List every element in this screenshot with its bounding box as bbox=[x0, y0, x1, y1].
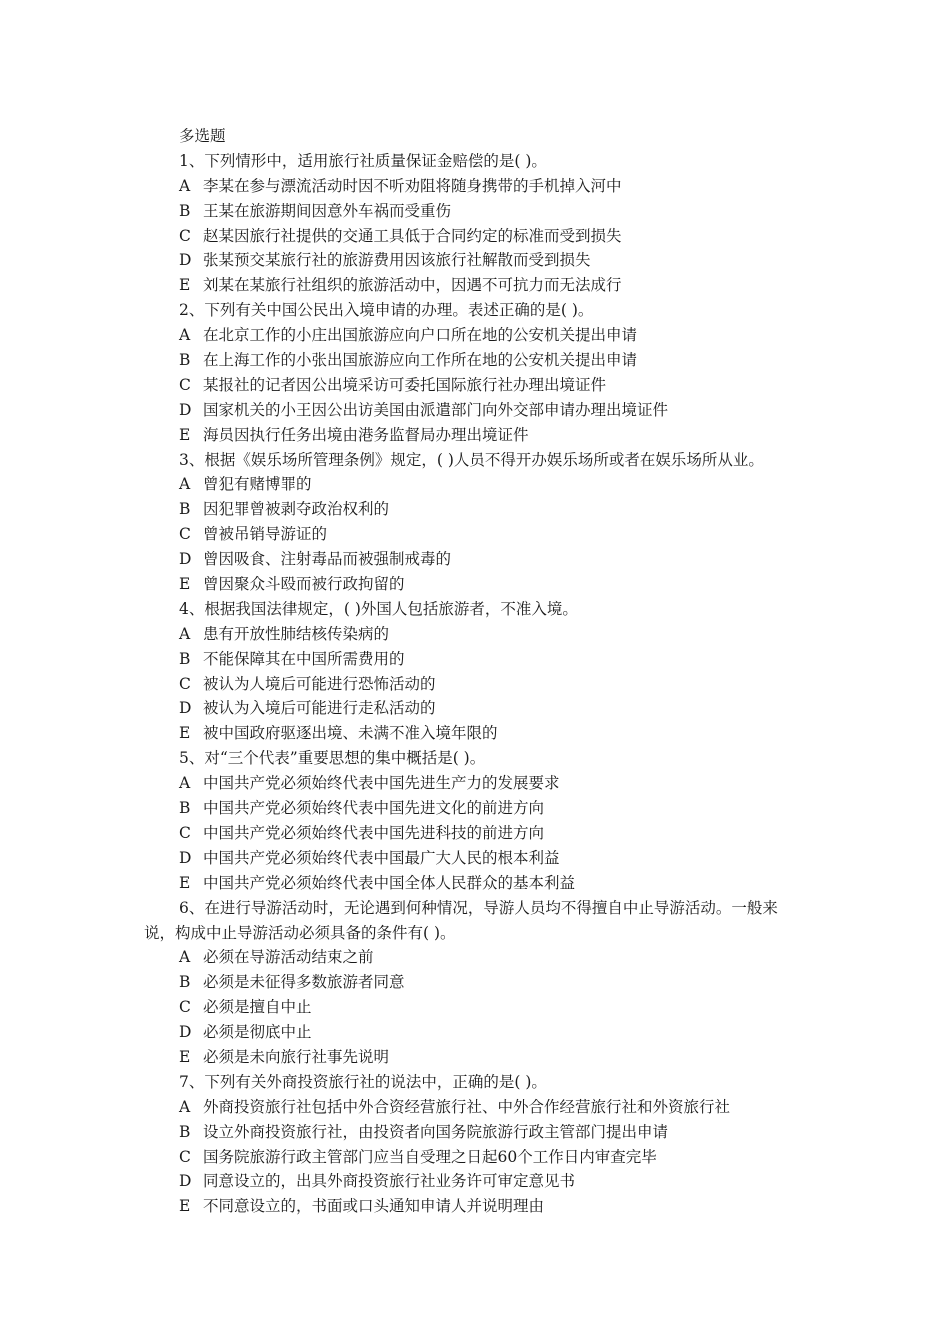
option-item bbox=[144, 945, 814, 970]
option-text: 同意设立的，出具外商投资旅行社业务许可审定意见书 bbox=[203, 1172, 576, 1191]
option-text: 中国共产党必须始终代表中国先进科技的前进方向 bbox=[203, 823, 545, 842]
option-item bbox=[144, 1194, 814, 1219]
option-text: 中国共产党必须始终代表中国最广大人民的根本利益 bbox=[203, 848, 560, 867]
option-letter: E bbox=[179, 1197, 191, 1216]
option-letter: B bbox=[179, 973, 191, 992]
option-item bbox=[144, 995, 814, 1020]
option-letter: A bbox=[179, 475, 191, 494]
option-letter: C bbox=[179, 998, 191, 1017]
option-text: 必须是未征得多数旅游者同意 bbox=[203, 973, 405, 992]
question-stem-line1: 6、在进行导游活动时，无论遇到何种情况，导游人员均不得擅自中止导游活动。一般来 bbox=[179, 898, 778, 917]
option-item bbox=[144, 547, 814, 572]
option-letter: E bbox=[179, 1047, 191, 1066]
option-letter: B bbox=[179, 201, 191, 220]
option-item bbox=[144, 273, 814, 298]
option-text: 被认为入境后可能进行走私活动的 bbox=[203, 699, 436, 718]
option-text: 不同意设立的，书面或口头通知申请人并说明理由 bbox=[203, 1197, 545, 1216]
option-item bbox=[144, 1169, 814, 1194]
option-text: 不能保障其在中国所需费用的 bbox=[203, 649, 405, 668]
option-item bbox=[144, 1095, 814, 1120]
option-text: 赵某因旅行社提供的交通工具低于合同约定的标准而受到损失 bbox=[203, 226, 622, 245]
option-text: 必须是擅自中止 bbox=[203, 998, 312, 1017]
option-text: 必须是未向旅行社事先说明 bbox=[203, 1047, 390, 1066]
option-letter: C bbox=[179, 674, 191, 693]
option-item bbox=[144, 423, 814, 448]
option-letter: A bbox=[179, 948, 191, 967]
option-text: 海员因执行任务出境由港务监督局办理出境证件 bbox=[203, 425, 529, 444]
option-text: 患有开放性肺结核传染病的 bbox=[203, 624, 390, 643]
option-letter: A bbox=[179, 176, 191, 195]
question-stem: 3、根据《娱乐场所管理条例》规定，( )人员不得开办娱乐场所或者在娱乐场所从业。 bbox=[179, 450, 764, 469]
option-item bbox=[144, 199, 814, 224]
option-item bbox=[144, 224, 814, 249]
question-stem: 4、根据我国法律规定，( )外国人包括旅游者，不准入境。 bbox=[179, 599, 578, 618]
option-text: 国务院旅游行政主管部门应当自受理之日起60个工作日内审查完毕 bbox=[203, 1147, 657, 1166]
option-letter: A bbox=[179, 1097, 191, 1116]
option-item bbox=[144, 174, 814, 199]
option-text: 因犯罪曾被剥夺政治权利的 bbox=[203, 500, 390, 519]
option-item bbox=[144, 622, 814, 647]
option-text: 国家机关的小王因公出访美国由派遣部门向外交部申请办理出境证件 bbox=[203, 400, 669, 419]
section-title: 多选题 bbox=[179, 127, 226, 145]
option-letter: D bbox=[179, 550, 192, 569]
option-letter: C bbox=[179, 226, 191, 245]
option-item bbox=[144, 348, 814, 373]
option-text: 中国共产党必须始终代表中国全体人民群众的基本利益 bbox=[203, 873, 576, 892]
option-text: 张某预交某旅行社的旅游费用因该旅行社解散而受到损失 bbox=[203, 251, 591, 270]
option-text: 在北京工作的小庄出国旅游应向户口所在地的公安机关提出申请 bbox=[203, 326, 638, 345]
option-letter: E bbox=[179, 724, 191, 743]
option-letter: A bbox=[179, 326, 191, 345]
question-stem-line2: 说，构成中止导游活动必须具备的条件有( )。 bbox=[144, 923, 456, 942]
option-text: 设立外商投资旅行社，由投资者向国务院旅游行政主管部门提出申请 bbox=[203, 1122, 669, 1141]
option-text: 曾因聚众斗殴而被行政拘留的 bbox=[203, 575, 405, 594]
option-item bbox=[144, 721, 814, 746]
option-item bbox=[144, 1145, 814, 1170]
option-item bbox=[144, 771, 814, 796]
option-text: 中国共产党必须始终代表中国先进文化的前进方向 bbox=[203, 799, 545, 818]
option-letter: E bbox=[179, 276, 191, 295]
option-text: 被认为人境后可能进行恐怖活动的 bbox=[203, 674, 436, 693]
option-letter: D bbox=[179, 400, 192, 419]
option-letter: E bbox=[179, 873, 191, 892]
option-letter: B bbox=[179, 649, 191, 668]
option-text: 必须在导游活动结束之前 bbox=[203, 948, 374, 967]
option-letter: D bbox=[179, 699, 192, 718]
option-item bbox=[144, 572, 814, 597]
option-text: 必须是彻底中止 bbox=[203, 1023, 312, 1042]
option-letter: C bbox=[179, 525, 191, 544]
option-letter: B bbox=[179, 1122, 191, 1141]
option-text: 中国共产党必须始终代表中国先进生产力的发展要求 bbox=[203, 774, 560, 793]
option-item bbox=[144, 1020, 814, 1045]
option-item bbox=[144, 472, 814, 497]
option-text: 刘某在某旅行社组织的旅游活动中，因遇不可抗力而无法成行 bbox=[203, 276, 622, 295]
option-text: 被中国政府驱逐出境、未满不准入境年限的 bbox=[203, 724, 498, 743]
option-item bbox=[144, 672, 814, 697]
option-letter: B bbox=[179, 799, 191, 818]
question-stem: 2、下列有关中国公民出入境申请的办理。表述正确的是( )。 bbox=[179, 301, 594, 320]
option-item bbox=[144, 796, 814, 821]
option-letter: D bbox=[179, 1172, 192, 1191]
option-item bbox=[144, 522, 814, 547]
option-item bbox=[144, 323, 814, 348]
option-letter: D bbox=[179, 1023, 192, 1042]
option-text: 在上海工作的小张出国旅游应向工作所在地的公安机关提出申请 bbox=[203, 351, 638, 370]
option-item bbox=[144, 647, 814, 672]
option-letter: A bbox=[179, 624, 191, 643]
document-body bbox=[144, 124, 814, 1219]
option-text: 曾犯有赌博罪的 bbox=[203, 475, 312, 494]
option-item bbox=[144, 248, 814, 273]
option-text: 曾被吊销导游证的 bbox=[203, 525, 328, 544]
option-letter: C bbox=[179, 823, 191, 842]
option-item bbox=[144, 398, 814, 423]
option-item bbox=[144, 871, 814, 896]
option-letter: D bbox=[179, 848, 192, 867]
option-item bbox=[144, 970, 814, 995]
option-letter: B bbox=[179, 500, 191, 519]
option-letter: B bbox=[179, 351, 191, 370]
option-letter: A bbox=[179, 774, 191, 793]
option-item bbox=[144, 846, 814, 871]
option-text: 外商投资旅行社包括中外合资经营旅行社、中外合作经营旅行社和外资旅行社 bbox=[203, 1097, 731, 1116]
option-item bbox=[144, 373, 814, 398]
option-text: 王某在旅游期间因意外车祸而受重伤 bbox=[203, 201, 452, 220]
option-letter: C bbox=[179, 375, 191, 394]
option-text: 曾因吸食、注射毒品而被强制戒毒的 bbox=[203, 550, 452, 569]
option-text: 某报社的记者因公出境采访可委托国际旅行社办理出境证件 bbox=[203, 375, 607, 394]
option-letter: E bbox=[179, 425, 191, 444]
option-item bbox=[144, 1120, 814, 1145]
option-letter: E bbox=[179, 575, 191, 594]
option-letter: C bbox=[179, 1147, 191, 1166]
option-item bbox=[144, 821, 814, 846]
option-text: 李某在参与漂流活动时因不听劝阻将随身携带的手机掉入河中 bbox=[203, 176, 622, 195]
option-item bbox=[144, 1045, 814, 1070]
option-item bbox=[144, 497, 814, 522]
question-stem: 1、下列情形中，适用旅行社质量保证金赔偿的是( )。 bbox=[179, 151, 547, 170]
option-letter: D bbox=[179, 251, 192, 270]
question-stem: 7、下列有关外商投资旅行社的说法中，正确的是( )。 bbox=[179, 1072, 547, 1091]
question-stem: 5、对“三个代表”重要思想的集中概括是( )。 bbox=[179, 749, 486, 768]
option-item bbox=[144, 696, 814, 721]
